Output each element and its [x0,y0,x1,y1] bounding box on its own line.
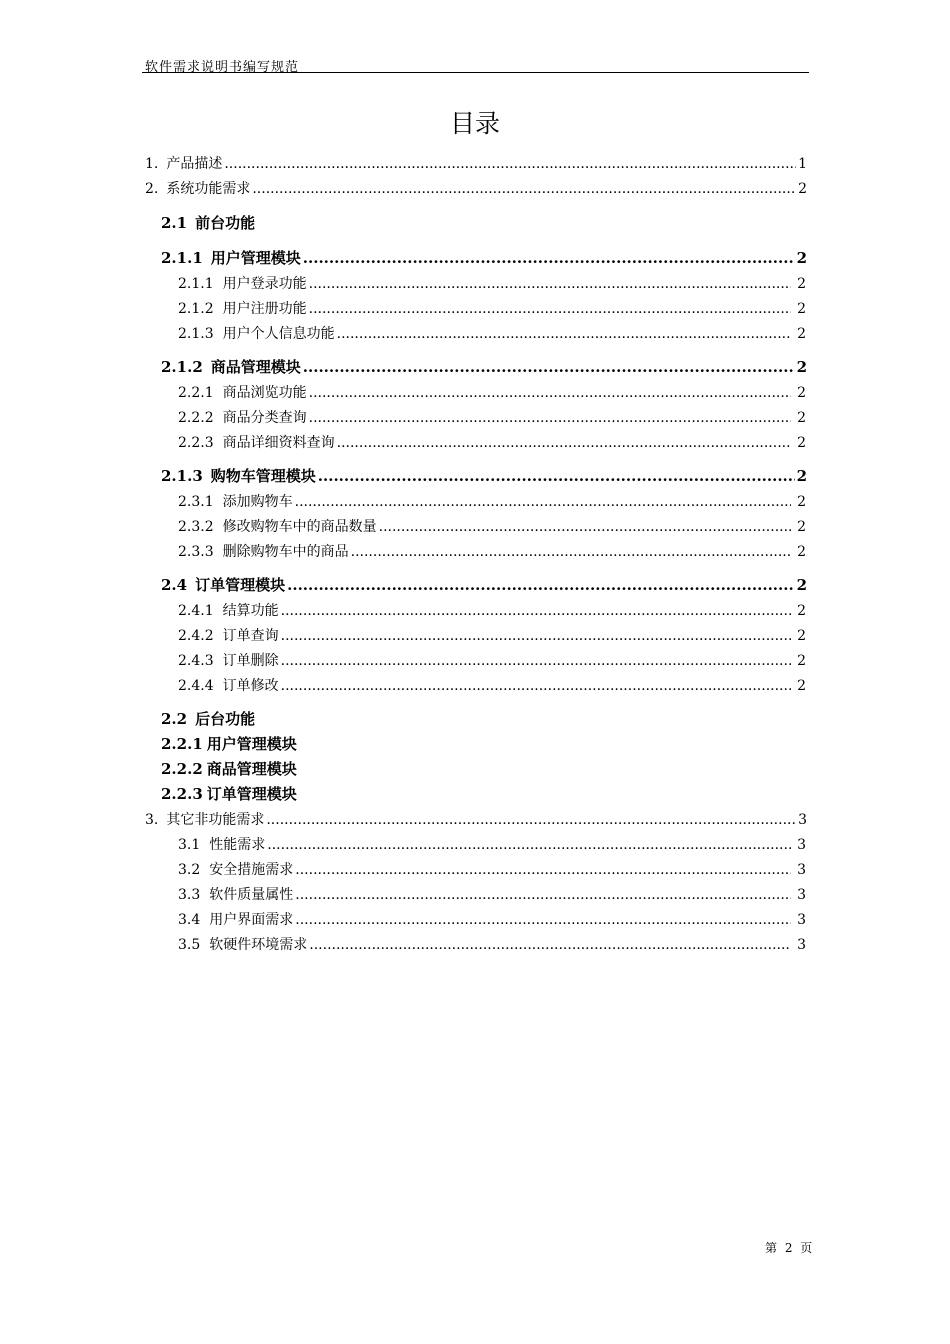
dot-leader [287,576,794,594]
toc-entry-number: 3.5 [178,937,201,953]
toc-subentry[interactable] [178,323,806,343]
toc-entry-number: 2.4.1 [178,603,214,619]
toc-entry-label: 系统功能需求 [166,181,251,197]
toc-entry-label: 用户个人信息功能 [222,326,335,342]
toc-entry-number: 2.1.2 [161,358,203,376]
toc-heading-2-2-2[interactable] [161,758,297,779]
toc-entry-page: 2 [797,678,806,694]
toc-entry-label: 后台功能 [195,710,256,728]
toc-entry-page: 3 [797,937,806,953]
toc-heading-2-2-3[interactable] [161,783,297,804]
dot-leader [351,544,791,560]
toc-entry-2[interactable] [145,178,807,198]
dot-leader [224,156,796,172]
toc-entry-number: 2.4.3 [178,653,214,669]
toc-entry-page: 3 [797,837,806,853]
toc-entry-label: 性能需求 [209,837,266,853]
toc-entry-page: 2 [796,358,807,376]
page-title: 目录 [449,109,500,138]
toc-entry-number: 3.1 [178,837,201,853]
toc-entry-number: 2.2.2 [178,410,214,426]
toc-entry-number: 2.2.3 [161,785,203,803]
toc-entry-label: 商品分类查询 [222,410,307,426]
page-number-footer: 第 2 页 [765,1241,813,1255]
toc-entry-page: 2 [797,301,806,317]
toc-entry-page: 2 [797,385,806,401]
toc-subentry[interactable] [178,909,806,929]
toc-entry-label: 用户管理模块 [210,249,301,267]
toc-subentry[interactable] [178,382,806,402]
toc-subentry[interactable] [178,273,806,293]
toc-entry-3[interactable] [145,809,807,829]
toc-entry-number: 2.1.3 [178,326,214,342]
toc-entry-number: 3.3 [178,887,201,903]
dot-leader [295,912,791,928]
toc-entry-label: 结算功能 [222,603,279,619]
toc-entry-page: 2 [797,326,806,342]
toc-entry-number: 2.1.1 [161,249,203,267]
toc-heading-2-2[interactable] [161,708,255,729]
dot-leader [309,301,791,317]
toc-entry-page: 1 [798,156,807,172]
dot-leader [295,862,791,878]
toc-entry-page: 2 [797,544,806,560]
toc-entry-1[interactable] [145,153,807,173]
toc-subentry[interactable] [178,432,806,452]
toc-subentry[interactable] [178,600,806,620]
toc-entry-page: 3 [797,887,806,903]
toc-entry-label: 安全措施需求 [209,862,294,878]
dot-leader [318,467,795,485]
dot-leader [295,494,791,510]
toc-entry-page: 2 [797,519,806,535]
toc-entry-number: 2.1.1 [178,276,214,292]
toc-entry-label: 订单管理模块 [195,576,286,594]
toc-entry-label: 商品管理模块 [210,358,301,376]
toc-entry-label: 商品浏览功能 [222,385,307,401]
toc-subentry[interactable] [178,859,806,879]
toc-entry-number: 1. [145,156,159,172]
toc-entry-label: 修改购物车中的商品数量 [222,519,377,535]
dot-leader [309,385,791,401]
toc-entry-label: 软硬件环境需求 [209,937,308,953]
toc-entry-number: 2.2.2 [161,760,203,778]
toc-entry-number: 2. [145,181,159,197]
toc-subentry[interactable] [178,675,806,695]
dot-leader [309,410,791,426]
toc-entry-number: 2.1.2 [178,301,214,317]
toc-entry-number: 2.2 [161,710,188,728]
toc-entry-number: 2.3.2 [178,519,214,535]
toc-entry-number: 2.2.3 [178,435,214,451]
toc-subentry[interactable] [178,884,806,904]
toc-entry-page: 3 [798,812,807,828]
toc-entry-label: 用户界面需求 [209,912,294,928]
toc-entry-page: 2 [797,628,806,644]
toc-subentry[interactable] [178,491,806,511]
toc-subentry[interactable] [178,650,806,670]
toc-entry-2-4[interactable] [161,574,807,595]
toc-entry-page: 2 [796,249,807,267]
toc-entry-label: 订单修改 [222,678,279,694]
toc-entry-page: 3 [797,862,806,878]
toc-entry-number: 2.4.2 [178,628,214,644]
dot-leader [337,435,791,451]
dot-leader [303,358,795,376]
toc-subentry[interactable] [178,934,806,954]
toc-entry-label: 订单查询 [222,628,279,644]
toc-entry-number: 3.2 [178,862,201,878]
dot-leader [309,937,791,953]
toc-entry-number: 2.1 [161,214,188,232]
toc-entry-number: 3. [145,812,159,828]
toc-entry-label: 订单管理模块 [206,785,297,803]
toc-entry-page: 2 [797,603,806,619]
dot-leader [267,837,791,853]
toc-entry-page: 2 [796,467,807,485]
dot-leader [281,653,791,669]
toc-subentry[interactable] [178,407,806,427]
toc-entry-number: 2.3.1 [178,494,214,510]
toc-entry-label: 用户登录功能 [222,276,307,292]
toc-entry-2-1-1[interactable] [161,247,807,268]
toc-subentry[interactable] [178,298,806,318]
toc-entry-number: 2.1.3 [161,467,203,485]
toc-entry-2-1-2[interactable] [161,356,807,377]
toc-entry-number: 2.4 [161,576,188,594]
toc-entry-label: 购物车管理模块 [210,467,316,485]
toc-heading-2-2-1[interactable] [161,733,297,754]
dot-leader [303,249,795,267]
toc-entry-number: 2.2.1 [178,385,214,401]
toc-entry-number: 2.3.3 [178,544,214,560]
toc-subentry[interactable] [178,625,806,645]
dot-leader [379,519,791,535]
toc-entry-number: 2.2.1 [161,735,203,753]
toc-entry-label: 用户管理模块 [206,735,297,753]
toc-entry-label: 商品详细资料查询 [222,435,335,451]
dot-leader [266,812,796,828]
toc-entry-number: 2.4.4 [178,678,214,694]
toc-entry-page: 3 [797,912,806,928]
toc-entry-label: 订单删除 [222,653,279,669]
dot-leader [281,603,791,619]
toc-subentry[interactable] [178,541,806,561]
toc-entry-label: 其它非功能需求 [166,812,265,828]
toc-entry-page: 2 [797,435,806,451]
dot-leader [295,887,791,903]
toc-entry-label: 添加购物车 [222,494,293,510]
toc-entry-label: 用户注册功能 [222,301,307,317]
toc-entry-number: 3.4 [178,912,201,928]
toc-entry-label: 商品管理模块 [206,760,297,778]
toc-entry-label: 前台功能 [195,214,256,232]
toc-heading-2-1[interactable] [161,212,255,233]
dot-leader [309,276,791,292]
toc-entry-label: 产品描述 [166,156,223,172]
dot-leader [281,678,791,694]
toc-subentry[interactable] [178,516,806,536]
running-header: 软件需求说明书编写规范 [145,60,300,75]
toc-entry-page: 2 [798,181,807,197]
dot-leader [281,628,791,644]
dot-leader [252,181,796,197]
toc-entry-page: 2 [797,410,806,426]
toc-entry-page: 2 [796,576,807,594]
toc-entry-page: 2 [797,276,806,292]
toc-entry-label: 软件质量属性 [209,887,294,903]
toc-entry-page: 2 [797,653,806,669]
dot-leader [337,326,791,342]
toc-entry-page: 2 [797,494,806,510]
toc-subentry[interactable] [178,834,806,854]
toc-entry-label: 删除购物车中的商品 [222,544,349,560]
header-divider [142,72,809,73]
toc-entry-2-1-3[interactable] [161,465,807,486]
